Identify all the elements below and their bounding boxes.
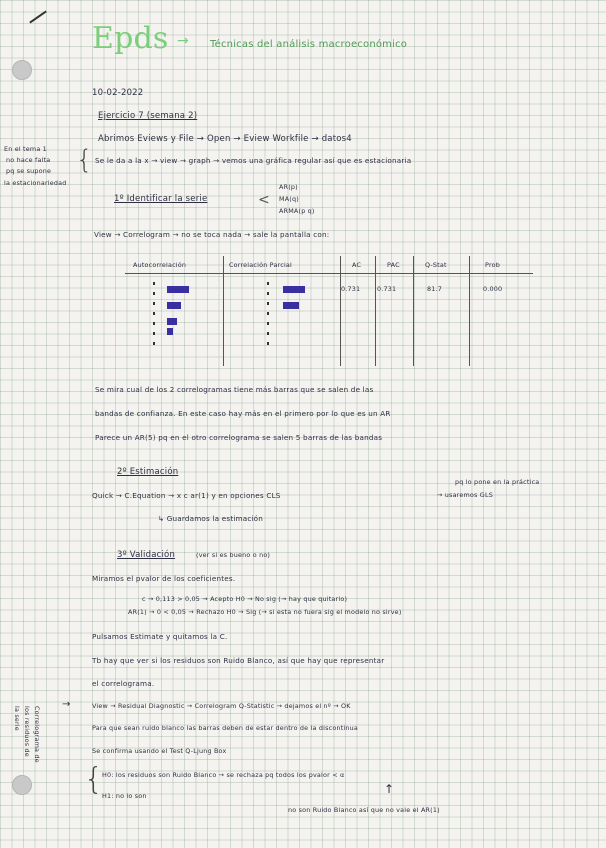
step3-line: View → Residual Diagnostic → Correlogram Q-Statistic → dejamos el nº → OK xyxy=(92,702,351,710)
paragraph-line: bandas de confianza. En este caso hay más en el primero por lo que es un AR xyxy=(95,409,391,418)
pacf-bar xyxy=(283,286,305,293)
title-arrow: → xyxy=(177,33,189,49)
margin-vertical-note: la serie xyxy=(13,706,21,731)
step2-sub: ↳ Guardamos la estimación xyxy=(158,514,264,523)
margin-vertical-note: los residuos de xyxy=(23,706,31,757)
margin-note-line: pq se supone xyxy=(6,167,52,175)
col-header: AC xyxy=(352,261,362,269)
margin-vertical-note: Correlograma de xyxy=(33,706,41,763)
correlogram-table xyxy=(125,256,533,366)
brace-icon: { xyxy=(84,762,104,797)
exercise-line-1: Abrimos Eviews y File → Open → Eview Workfile → datos4 xyxy=(98,134,352,144)
acf-bar xyxy=(167,286,189,293)
up-arrow-icon: ↑ xyxy=(384,782,395,796)
paragraph-line: Parece un AR(5) pq en el otro correlograma se salen 5 barras de las bandas xyxy=(95,433,383,442)
option-ar: AR(p) xyxy=(279,183,298,191)
col-header: Q-Stat xyxy=(425,261,447,269)
cell-qstat: 81.7 xyxy=(427,285,443,293)
pencil-mark xyxy=(29,10,47,23)
paragraph-line: Se mira cual de los 2 correlogramas tiene más barras que se salen de las xyxy=(95,385,374,394)
acf-bar xyxy=(167,318,177,325)
col-header: Autocorrelación xyxy=(133,261,187,269)
acf-bar xyxy=(167,328,173,335)
margin-note-line: En el tema 1 xyxy=(4,145,47,153)
step1-title: 1º Identificar la serie xyxy=(114,194,208,204)
conclusion: no son Ruido Blanco así que no vale el AR(1) xyxy=(288,806,440,814)
page-title: Epds xyxy=(92,21,169,56)
pacf-bar xyxy=(283,302,299,309)
col-header: PAC xyxy=(387,261,400,269)
step3-line: Tb hay que ver si los residuos son Ruido Blanco, así que hay que representar xyxy=(92,656,385,665)
step1-line: View → Correlogram → no se toca nada → sale la pantalla con: xyxy=(94,230,330,239)
cell-pac: 0.731 xyxy=(377,285,397,293)
hypothesis-h0: H0: los residuos son Ruido Blanco → se rechaza pq todos los pvalor < α xyxy=(102,771,345,779)
margin-note-line: la estacionariedad xyxy=(4,179,67,187)
hole-punch xyxy=(12,60,32,80)
exercise-line-2: Se le da a la x → view → graph → vemos una gráfica regular así que es estacionaria xyxy=(95,156,412,165)
step2-title: 2º Estimación xyxy=(117,467,179,477)
brace-icon: { xyxy=(76,145,93,175)
coef-c-row: c → 0,113 > 0,05 → Acepto H0 → No sig (→ hay que quitarlo) xyxy=(142,595,348,603)
step2-line: Quick → C.Equation → x c ar(1) y en opciones CLS xyxy=(92,491,281,500)
date: 10-02-2022 xyxy=(92,88,144,98)
hypothesis-h1: H1: no lo son xyxy=(102,792,147,800)
step3-title-extra: (ver si es bueno o no) xyxy=(196,551,271,559)
col-header: Prob xyxy=(485,261,500,269)
step3-line: Miramos el pvalor de los coeficientes. xyxy=(92,574,236,583)
col-header: Correlación Parcial xyxy=(229,261,293,269)
step3-line: el correlograma. xyxy=(92,679,155,688)
acf-bar xyxy=(167,302,181,309)
brace-small-icon: < xyxy=(258,192,270,208)
step3-line: Para que sean ruido blanco las barras deben de estar dentro de la discontinua xyxy=(92,724,359,732)
step3-line: Pulsamos Estimate y quitamos la C. xyxy=(92,632,228,641)
step3-line: Se confirma usando el Test Q-Ljung Box xyxy=(92,747,227,755)
cell-prob: 0.000 xyxy=(483,285,503,293)
step2-note: pq lo pone en la práctica xyxy=(455,478,540,486)
cell-ac: 0.731 xyxy=(341,285,361,293)
exercise-title: Ejercicio 7 (semana 2) xyxy=(98,111,198,121)
step3-title: 3º Validación xyxy=(117,550,176,560)
option-arma: ARMA(p q) xyxy=(279,207,315,215)
right-arrow-icon: → xyxy=(62,699,71,710)
hole-punch xyxy=(12,775,32,795)
margin-note-line: no hace falta xyxy=(6,156,51,164)
coef-ar-row: AR(1) → 0 < 0,05 → Rechazo H0 → Sig (→ si esta no fuera sig el modelo no sirve) xyxy=(128,608,402,616)
step2-note: → usaremos GLS xyxy=(437,491,493,499)
page-subtitle: Técnicas del análisis macroeconómico xyxy=(210,39,408,50)
option-ma: MA(q) xyxy=(279,195,299,203)
